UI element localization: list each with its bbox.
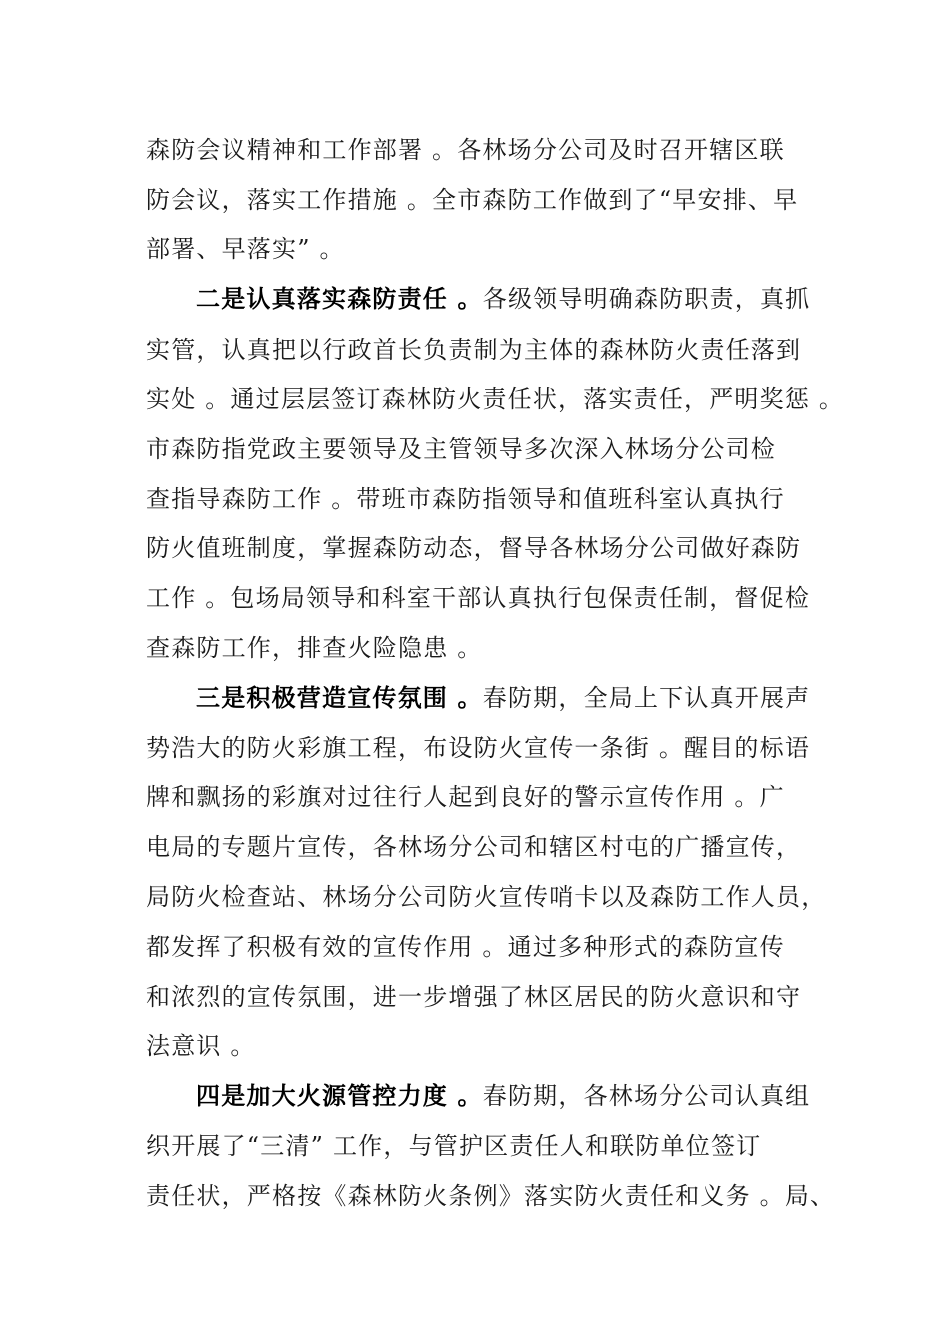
- text-line-1: 森防会议精神和工作部署 。各林场分公司及时召开辖区联: [146, 136, 785, 164]
- text-line-21: 织开展了“三清” 工作，与管护区责任人和联防单位签订: [146, 1132, 762, 1160]
- text-line-3: 部署、早落实” 。: [146, 235, 345, 263]
- paragraph-2-lead-text: 各级领导明确森防职责，真抓: [482, 285, 811, 313]
- paragraph-4-first-line: [196, 1078, 810, 1114]
- text-line-16: 局防火检查站、林场分公司防火宣传哨卡以及森防工作人员，: [146, 883, 827, 911]
- paragraph-4-lead-text: 春防期，各林场分公司认真组: [482, 1082, 811, 1110]
- text-line-8: 查指导森防工作 。带班市森防指领导和值班科室认真执行: [146, 485, 785, 513]
- text-line-18: 和浓烈的宣传氛围，进一步增强了林区居民的防火意识和守: [146, 983, 802, 1011]
- text-line-19: 法意识 。: [146, 1032, 256, 1060]
- text-line-2: 防会议，落实工作措施 。全市森防工作做到了“早安排、早: [146, 186, 799, 214]
- text-line-10: 工作 。包场局领导和科室干部认真执行包保责任制，督促检: [146, 584, 811, 612]
- text-line-5: 实管，认真把以行政首长负责制为主体的森林防火责任落到: [146, 336, 802, 364]
- text-line-11: 查森防工作，排查火险隐患 。: [146, 634, 483, 662]
- paragraph-2-heading: 二是认真落实森防责任 。: [196, 284, 483, 313]
- text-line-6: 实处 。通过层层签订森林防火责任状，落实责任，严明奖惩 。: [146, 385, 845, 413]
- paragraph-3-heading: 三是积极营造宣传氛围 。: [196, 683, 483, 712]
- text-line-17: 都发挥了积极有效的宣传作用 。通过多种形式的森防宣传: [146, 933, 785, 961]
- text-line-7: 市森防指党政主要领导及主管领导多次深入林场分公司检: [146, 435, 776, 463]
- paragraph-3-lead-text: 春防期，全局上下认真开展声: [482, 684, 811, 712]
- text-line-14: 牌和飘扬的彩旗对过往行人起到良好的警示宣传作用 。广: [146, 783, 785, 811]
- paragraph-4-heading: 四是加大火源管控力度 。: [196, 1081, 483, 1110]
- text-line-22: 责任状，严格按《森林防火条例》落实防火责任和义务 。局、: [146, 1182, 836, 1210]
- paragraph-2-first-line: [196, 281, 810, 317]
- text-line-13: 势浩大的防火彩旗工程，布设防火宣传一条街 。醒目的标语: [146, 734, 811, 762]
- paragraph-3-first-line: [196, 680, 810, 716]
- text-line-9: 防火值班制度，掌握森防动态，督导各林场分公司做好森防: [146, 534, 802, 562]
- text-line-15: 电局的专题片宣传，各林场分公司和辖区村屯的广播宣传，: [146, 833, 802, 861]
